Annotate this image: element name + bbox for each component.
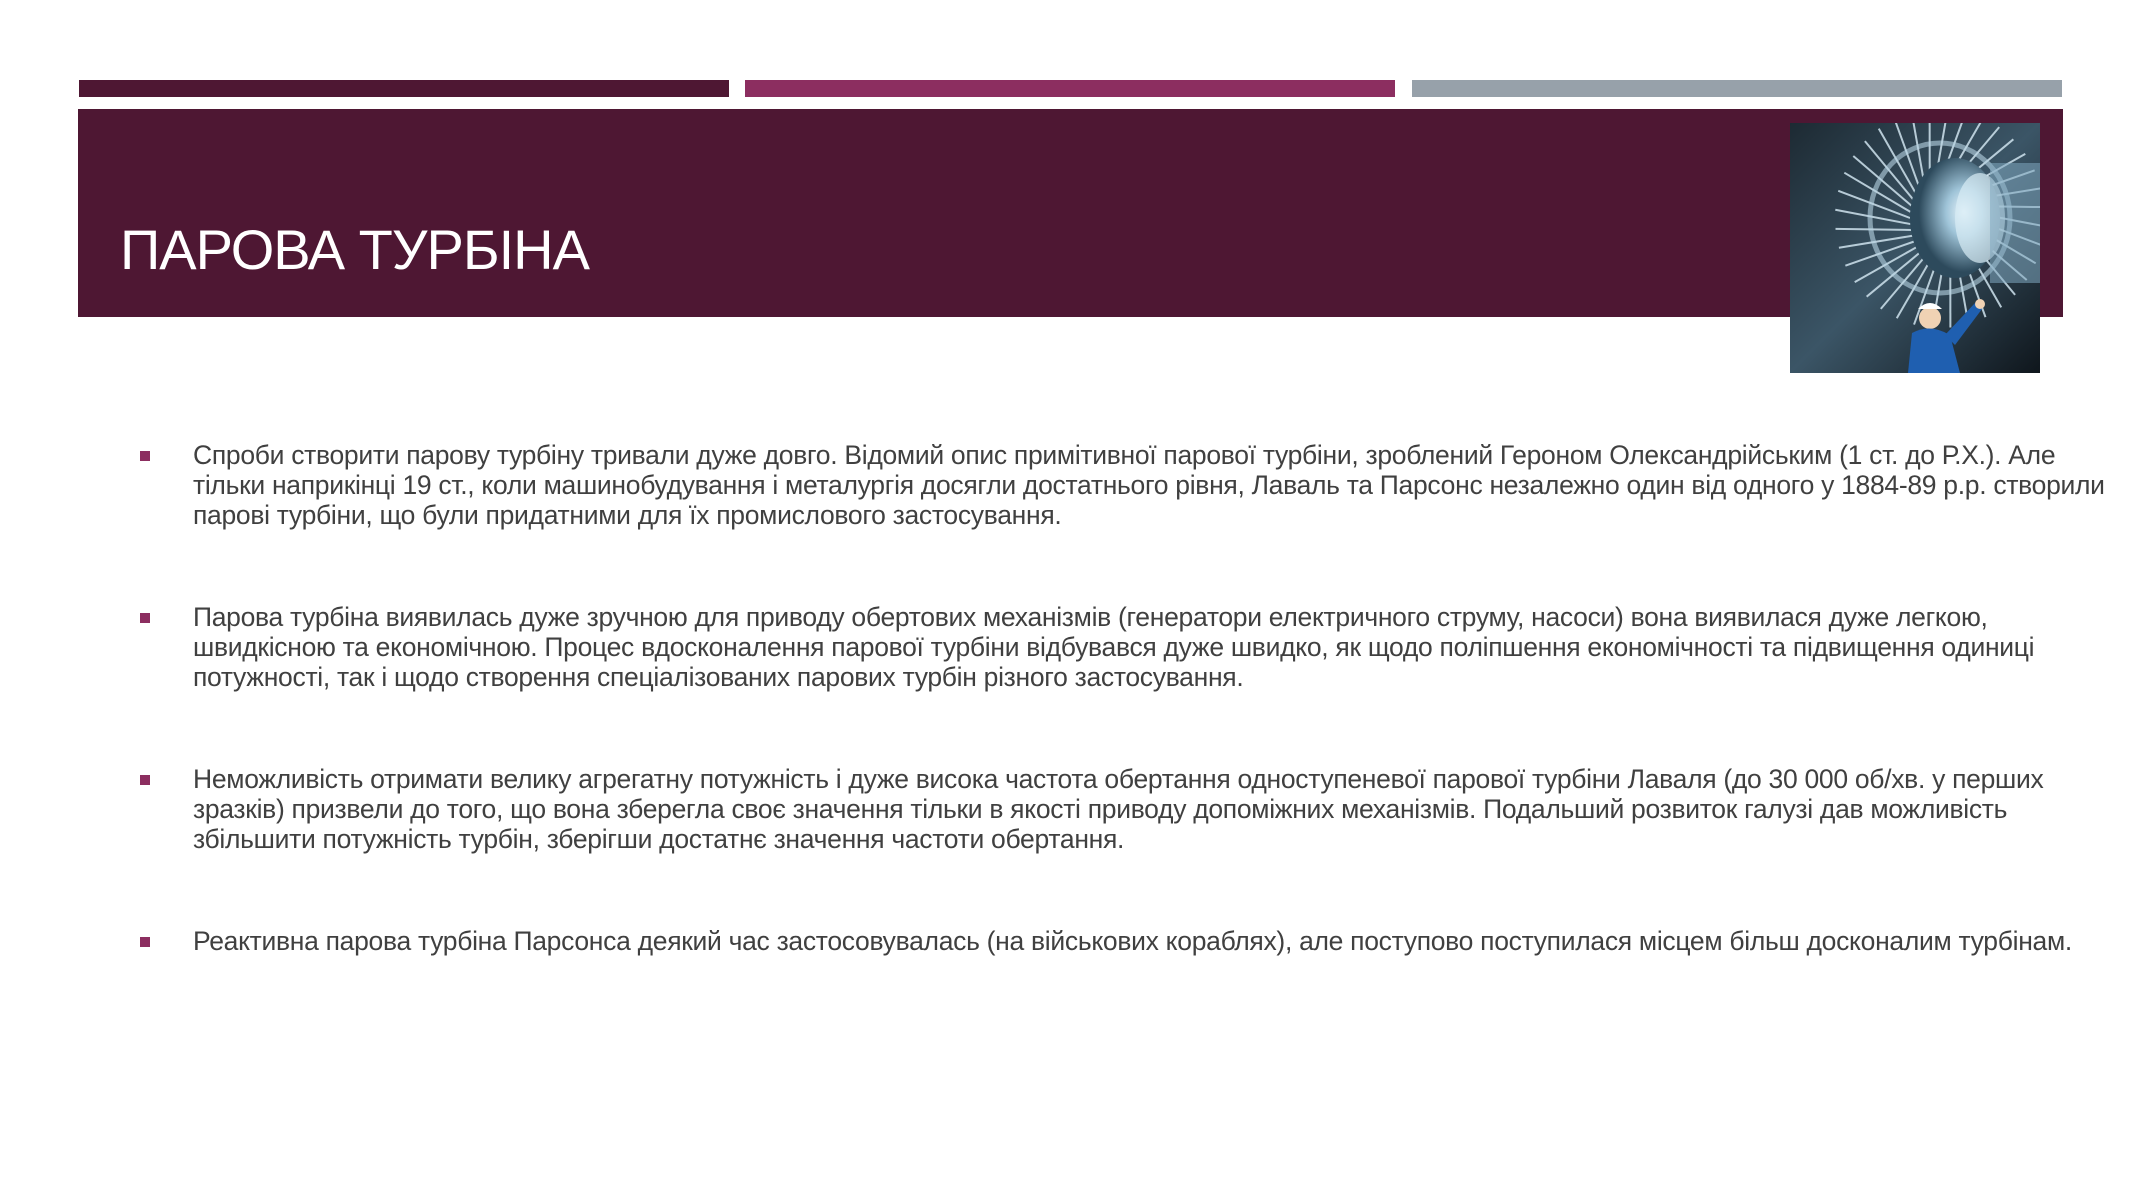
bullet-marker-icon (140, 613, 150, 623)
bullet-text: Реактивна парова турбіна Парсонса деякий час застосовувалась (на військових кораблях), але поступово поступилася місцем більш досконалим турбінам. (193, 926, 2072, 956)
bullet-text: Спроби створити парову турбіну тривали дуже довго. Відомий опис примітивної парової турбіни, зроблений Героном Олександрійським (1 ст. до Р.Х.). Але тільки наприкінці 19 ст., коли машинобудування і металургія досягли достатнього рівня, Лаваль та Парсонс незалежно один від одного у 1884-89 р.р. створили парові турбіни, що були придатними для їх промислового застосування. (193, 440, 2105, 530)
bullet-marker-icon (140, 775, 150, 785)
bullet-text: Неможливість отримати велику агрегатну потужність і дуже висока частота обертання одноступеневої парової турбіни Лаваля (до 30 000 об/хв. у перших зразків) призвели до того, що вона зберегла своє значення тільки в якості приводу допоміжних механізмів. Подальший розвиток галузі дав можливість збільшити потужність турбін, зберігши достатнє значення частоти обертання. (193, 764, 2044, 854)
bullet-item (140, 926, 2113, 956)
steam-turbine-photo (1790, 123, 2040, 373)
bullet-item (140, 764, 2113, 854)
title-band (78, 109, 2063, 317)
top-stripe-dark (79, 80, 729, 97)
bullet-marker-icon (140, 937, 150, 947)
bullet-text: Парова турбіна виявилась дуже зручною для приводу обертових механізмів (генератори електричного струму, насоси) вона виявилася дуже легкою, швидкісною та економічною. Процес вдосконалення парової турбіни відбувався дуже швидко, як щодо поліпшення економічності та підвищення одиниці потужності, так і щодо створення спеціалізованих парових турбін різного застосування. (193, 602, 2035, 692)
top-stripe-gray (1412, 80, 2062, 97)
bullet-item (140, 602, 2113, 692)
bullet-item (140, 440, 2113, 530)
turbine-illustration (1790, 123, 2040, 373)
bullet-marker-icon (140, 451, 150, 461)
turbine-blade (1836, 229, 1912, 230)
top-stripe-accent (745, 80, 1395, 97)
slide-title: ПАРОВА ТУРБІНА (120, 218, 589, 281)
